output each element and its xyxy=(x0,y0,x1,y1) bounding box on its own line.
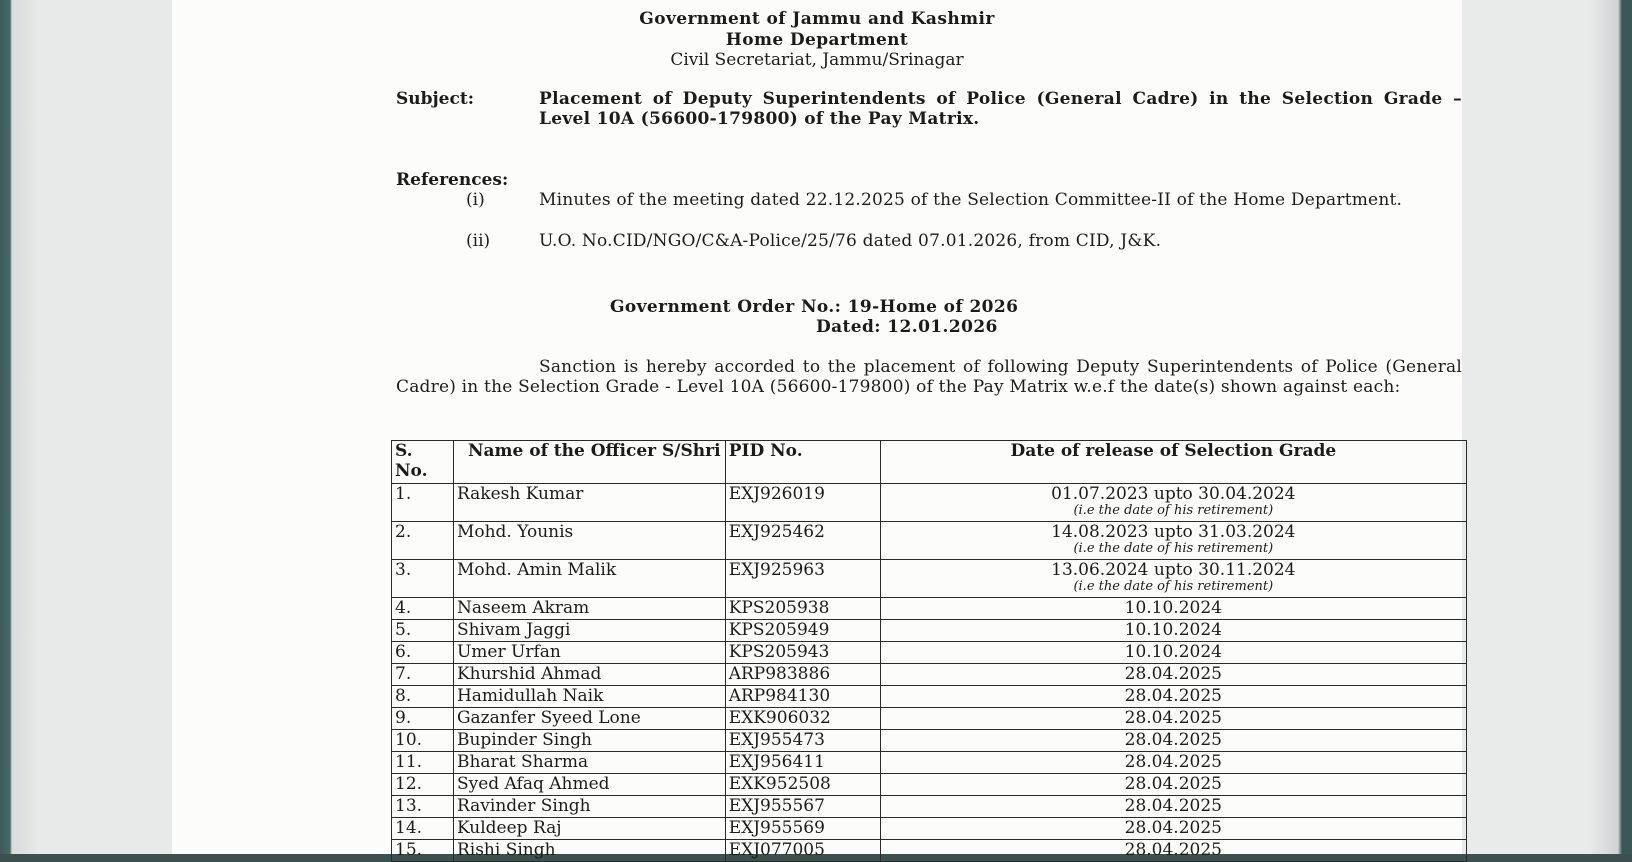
cell-sno: 9. xyxy=(392,708,454,730)
cell-name: Mohd. Amin Malik xyxy=(453,560,725,598)
header-pid: PID No. xyxy=(725,441,880,484)
header-department: Home Department xyxy=(725,30,909,50)
cell-name: Ravinder Singh xyxy=(453,796,725,818)
cell-pid: EXJ077005 xyxy=(725,840,880,862)
table-row xyxy=(392,484,1467,522)
cell-name: Naseem Akram xyxy=(453,598,725,620)
cell-name: Bharat Sharma xyxy=(453,752,725,774)
cell-sno: 14. xyxy=(392,818,454,840)
cell-sno: 3. xyxy=(392,560,454,598)
cell-date: 28.04.2025 xyxy=(880,818,1466,840)
cell-sno: 13. xyxy=(392,796,454,818)
table-row xyxy=(392,686,1467,708)
order-date: Dated: 12.01.2026 xyxy=(816,317,998,337)
cell-date: 28.04.2025 xyxy=(880,840,1466,862)
reference-text: Minutes of the meeting dated 22.12.2025 of the Selection Committee-II of the Home Department. xyxy=(539,190,1403,210)
table-row xyxy=(392,708,1467,730)
cell-pid: ARP984130 xyxy=(725,686,880,708)
sanction-text: Sanction is hereby accorded to the placement of following Deputy Superintendents of Police (General Cadre) in the Selection Grade - Level 10A (56600-179800) of the Pay Matrix w.e.f the date(s) shown against each: xyxy=(396,357,1462,397)
cell-name: Khurshid Ahmad xyxy=(453,664,725,686)
cell-name: Mohd. Younis xyxy=(453,522,725,560)
cell-pid: EXJ955473 xyxy=(725,730,880,752)
cell-date: 28.04.2025 xyxy=(880,730,1466,752)
cell-name: Umer Urfan xyxy=(453,642,725,664)
table-row xyxy=(392,642,1467,664)
table-row xyxy=(392,620,1467,642)
retirement-note: (i.e the date of his retirement) xyxy=(1073,541,1274,556)
header-sno: S. No. xyxy=(392,441,454,484)
reference-text: U.O. No.CID/NGO/C&A-Police/25/76 dated 07.01.2026, from CID, J&K. xyxy=(539,231,1162,251)
header-government: Government of Jammu and Kashmir xyxy=(639,9,995,29)
table-row xyxy=(392,730,1467,752)
cell-date: 28.04.2025 xyxy=(880,752,1466,774)
retirement-note: (i.e the date of his retirement) xyxy=(1073,579,1274,594)
table-row xyxy=(392,796,1467,818)
cell-date: 28.04.2025 xyxy=(880,774,1466,796)
sanction-paragraph xyxy=(396,357,1462,397)
order-number: Government Order No.: 19-Home of 2026 xyxy=(610,297,1019,317)
header-date: Date of release of Selection Grade xyxy=(880,441,1466,484)
cell-date: 28.04.2025 xyxy=(880,686,1466,708)
header-address: Civil Secretariat, Jammu/Srinagar xyxy=(670,50,964,70)
cell-pid: EXJ926019 xyxy=(725,484,880,522)
table-row xyxy=(392,522,1467,560)
reference-number: (i) xyxy=(466,190,485,210)
table-row xyxy=(392,774,1467,796)
cell-sno: 2. xyxy=(392,522,454,560)
cell-pid: EXJ955569 xyxy=(725,818,880,840)
cell-name: Gazanfer Syeed Lone xyxy=(453,708,725,730)
date-range: 13.06.2024 upto 30.11.2024 xyxy=(1051,560,1296,580)
cell-pid: KPS205938 xyxy=(725,598,880,620)
cell-name: Bupinder Singh xyxy=(453,730,725,752)
cell-pid: EXK952508 xyxy=(725,774,880,796)
cell-pid: EXJ925462 xyxy=(725,522,880,560)
cell-pid: EXJ956411 xyxy=(725,752,880,774)
cell-pid: EXJ925963 xyxy=(725,560,880,598)
cell-date: 10.10.2024 xyxy=(880,598,1466,620)
table-row xyxy=(392,752,1467,774)
cell-pid: KPS205943 xyxy=(725,642,880,664)
cell-name: Rishi Singh xyxy=(453,840,725,862)
cell-date xyxy=(880,560,1466,598)
cell-sno: 15. xyxy=(392,840,454,862)
retirement-note: (i.e the date of his retirement) xyxy=(1073,503,1274,518)
officers-table xyxy=(391,440,1467,862)
table-row xyxy=(392,664,1467,686)
table-header-row xyxy=(392,441,1467,484)
cell-sno: 8. xyxy=(392,686,454,708)
table-row xyxy=(392,818,1467,840)
cell-date: 28.04.2025 xyxy=(880,708,1466,730)
cell-sno: 12. xyxy=(392,774,454,796)
cell-sno: 5. xyxy=(392,620,454,642)
cell-name: Shivam Jaggi xyxy=(453,620,725,642)
cell-name: Hamidullah Naik xyxy=(453,686,725,708)
cell-sno: 4. xyxy=(392,598,454,620)
cell-sno: 7. xyxy=(392,664,454,686)
cell-sno: 1. xyxy=(392,484,454,522)
subject-text: Placement of Deputy Superintendents of Police (General Cadre) in the Selection Grade – Level 10A (56600-179800) of the Pay Matrix. xyxy=(539,89,1462,129)
cell-pid: KPS205949 xyxy=(725,620,880,642)
table-row xyxy=(392,840,1467,862)
cell-pid: EXJ955567 xyxy=(725,796,880,818)
references-label: References: xyxy=(396,170,509,190)
reference-number: (ii) xyxy=(466,231,491,251)
cell-pid: ARP983886 xyxy=(725,664,880,686)
cell-pid: EXK906032 xyxy=(725,708,880,730)
cell-date xyxy=(880,484,1466,522)
cell-date: 10.10.2024 xyxy=(880,642,1466,664)
cell-date: 28.04.2025 xyxy=(880,664,1466,686)
date-range: 01.07.2023 upto 30.04.2024 xyxy=(1051,484,1296,504)
cell-date: 10.10.2024 xyxy=(880,620,1466,642)
cell-sno: 11. xyxy=(392,752,454,774)
cell-sno: 10. xyxy=(392,730,454,752)
cell-name: Syed Afaq Ahmed xyxy=(453,774,725,796)
cell-date: 28.04.2025 xyxy=(880,796,1466,818)
header-name: Name of the Officer S/Shri xyxy=(453,441,725,484)
table-row xyxy=(392,560,1467,598)
document-page xyxy=(172,0,1462,860)
cell-name: Kuldeep Raj xyxy=(453,818,725,840)
table-row xyxy=(392,598,1467,620)
cell-sno: 6. xyxy=(392,642,454,664)
date-range: 14.08.2023 upto 31.03.2024 xyxy=(1051,522,1296,542)
cell-name: Rakesh Kumar xyxy=(453,484,725,522)
subject-label: Subject: xyxy=(396,89,474,109)
cell-date xyxy=(880,522,1466,560)
